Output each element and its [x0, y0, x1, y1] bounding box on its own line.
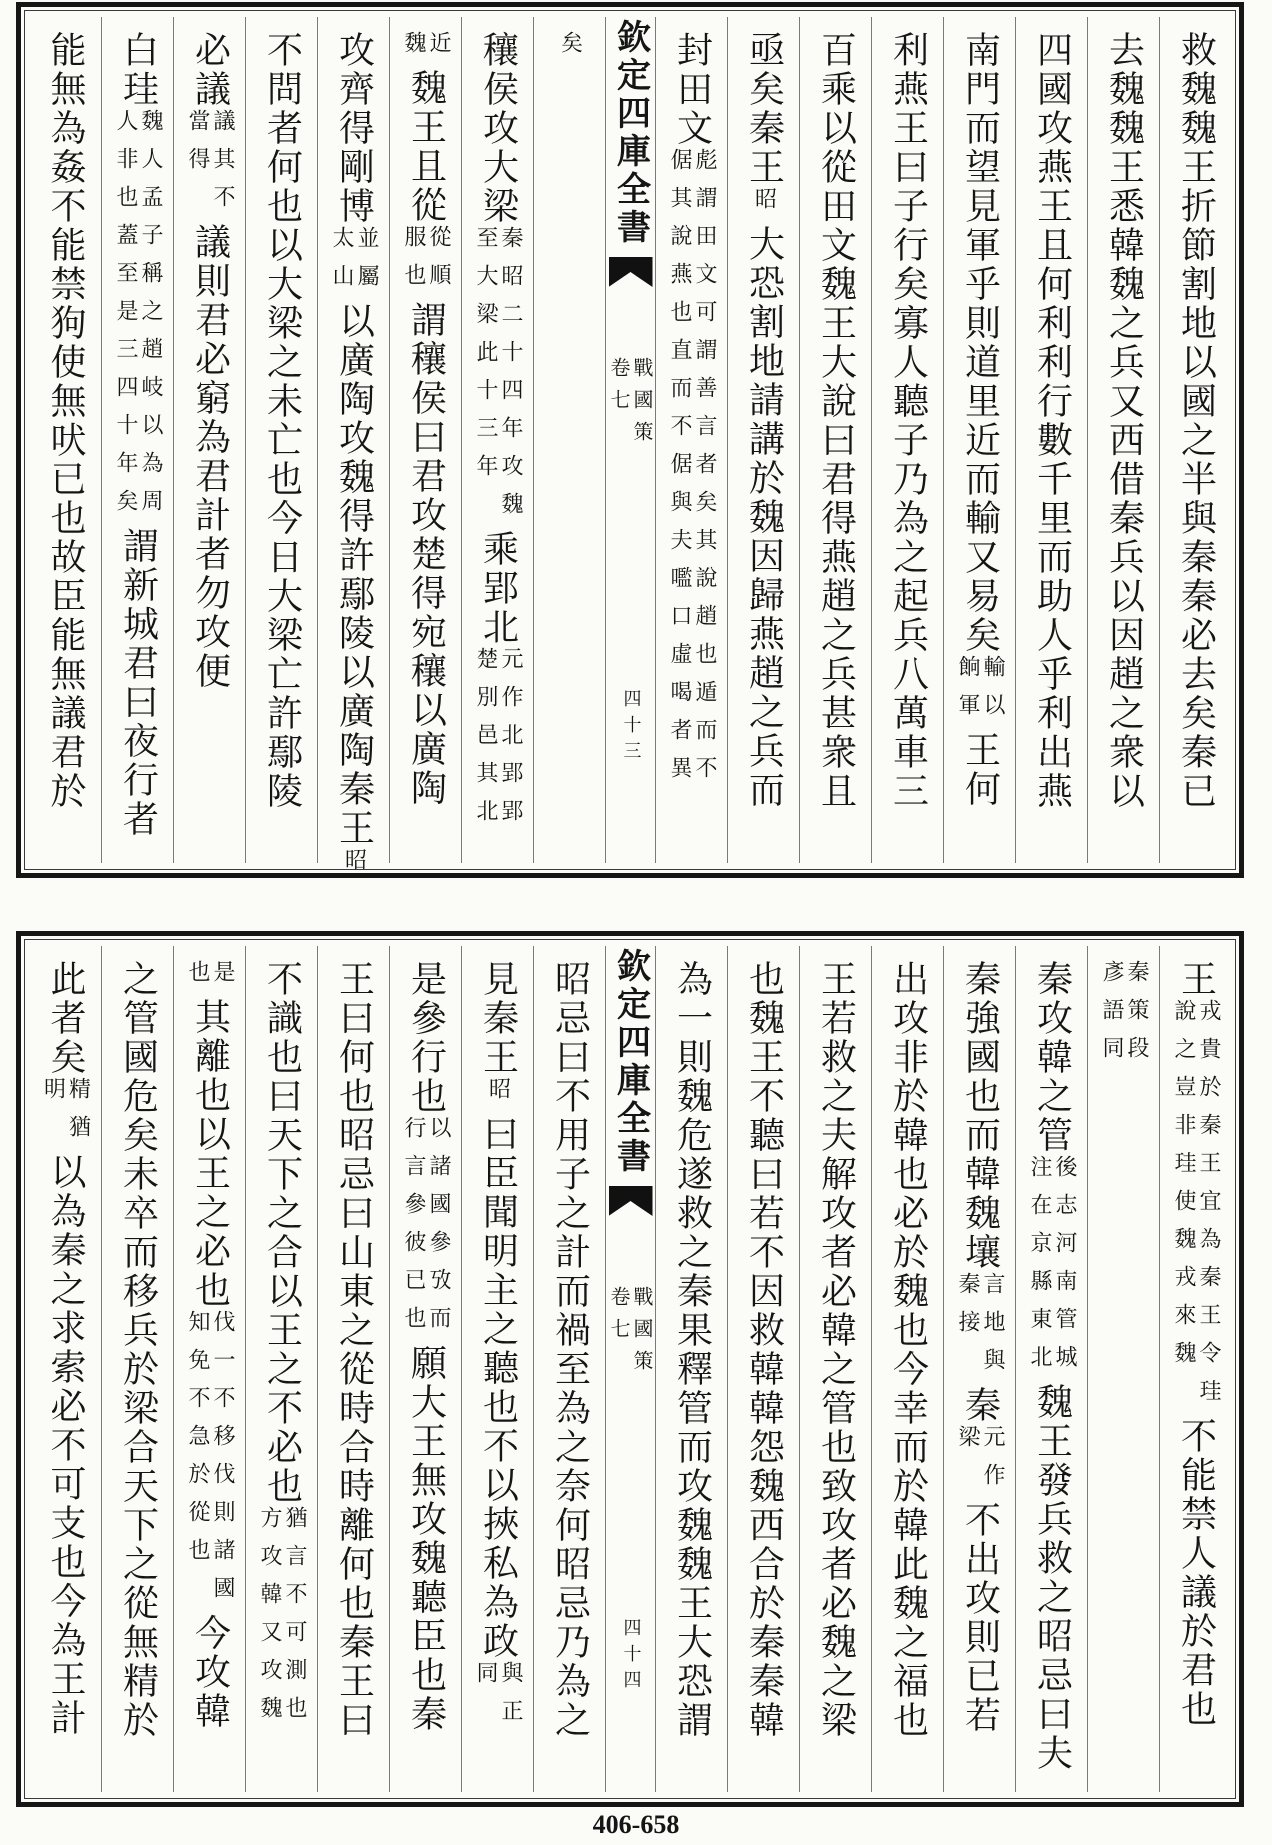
- note-line: 輸以: [980, 655, 1005, 731]
- main-text: 不能禁人議於君也: [1175, 1417, 1217, 1729]
- interlinear-note: [956, 655, 1003, 731]
- text-column: [461, 946, 533, 1792]
- interlinear-note: [1100, 960, 1147, 1074]
- text-column: [799, 17, 871, 863]
- main-text: 為一則魏危遂救之秦果釋管而攻魏魏王大恐謂: [671, 960, 713, 1740]
- text-column: [245, 17, 317, 863]
- lower-half-leaf: [16, 931, 1244, 1807]
- note-line: 人非也蓋至是三四十年矣: [113, 109, 138, 527]
- main-text: 亟矣秦王: [743, 31, 785, 187]
- book-name: 戰國策: [630, 357, 654, 453]
- note-line: 昭: [341, 848, 367, 886]
- volume-number: 卷七: [607, 1286, 631, 1350]
- main-text: 出攻非於韓也必於魏也今幸而於韓此魏之福也: [887, 960, 929, 1740]
- note-line: 元作北郢郢: [498, 647, 523, 837]
- note-line: 秦接: [955, 1272, 980, 1348]
- note-line: 餉軍: [955, 655, 980, 731]
- interlinear-note: [343, 848, 365, 886]
- note-line: 同: [473, 1661, 498, 1699]
- text-column: [655, 946, 727, 1792]
- interlinear-note: [559, 31, 581, 69]
- main-text: 封田文: [671, 31, 713, 148]
- text-column: [29, 17, 101, 863]
- fish-tail-mark: [609, 257, 653, 287]
- interlinear-note: [186, 109, 233, 223]
- note-line: 後志河南管城: [1052, 1155, 1077, 1383]
- note-line: 當得: [185, 109, 210, 185]
- main-text: 秦: [959, 1386, 1001, 1425]
- main-text: 以廣陶攻魏得許鄢陵以廣陶秦王: [333, 302, 375, 848]
- interlinear-note: [956, 1272, 1003, 1386]
- main-text: 王曰何也昭忌曰山東之從時合時離何也秦王曰: [333, 960, 375, 1740]
- text-column: [533, 946, 605, 1792]
- note-line: 魏: [401, 31, 426, 69]
- note-line: 太山: [329, 226, 354, 302]
- text-column: [943, 17, 1015, 863]
- main-text: 願大王無攻魏聽臣也秦: [405, 1344, 447, 1734]
- main-text: 利燕王曰子行矣寡人聽子乃為之起兵八萬車三: [887, 31, 929, 811]
- note-line: 是: [210, 960, 235, 998]
- note-line: 明: [40, 1077, 66, 1115]
- text-column: [29, 946, 101, 1792]
- book-volume-label: [609, 1286, 652, 1382]
- note-line: 昭: [751, 187, 777, 225]
- note-line: 注在京縣東北: [1027, 1155, 1052, 1383]
- main-text: 不問者何也以大梁之未亡也今日大梁亡許鄢陵: [261, 31, 303, 811]
- main-text: 不出攻則已若: [959, 1501, 1001, 1735]
- page-code: 406-658: [592, 1810, 680, 1839]
- interlinear-note: [330, 226, 377, 302]
- note-line: 元作: [980, 1425, 1005, 1501]
- main-text: 王: [1175, 960, 1217, 999]
- collection-title: 欽定四庫全書: [610, 19, 651, 247]
- note-line: 秦策段: [1124, 960, 1149, 1074]
- text-column: [533, 17, 605, 863]
- note-line: 說之豈非珪使魏戎來魏: [1171, 999, 1196, 1379]
- text-column: [1159, 946, 1231, 1792]
- note-line: 知免不急於從也: [185, 1310, 210, 1576]
- text-column: [1087, 17, 1159, 863]
- interlinear-note: [186, 960, 233, 998]
- text-column: [727, 17, 799, 863]
- note-line: 戎貴於秦王宜為秦王令珪: [1196, 999, 1221, 1417]
- note-line: 秦昭二十四年攻魏: [498, 226, 523, 530]
- main-text: 能無為姦不能禁狗使無吠已也故臣能無議君於: [45, 31, 86, 811]
- note-line: 近: [426, 31, 451, 69]
- note-line: 伐一不移伐則諸國: [210, 1310, 235, 1614]
- note-line: 至大梁此十三年: [473, 226, 498, 492]
- interlinear-note: [114, 109, 161, 527]
- interlinear-note: [474, 1661, 521, 1737]
- text-column: [1015, 17, 1087, 863]
- fish-tail-mark: [609, 1186, 653, 1216]
- note-line: 與正: [498, 1661, 523, 1737]
- main-text: 今攻韓: [189, 1614, 231, 1731]
- main-text: 必議: [189, 31, 231, 109]
- interlinear-note: [487, 1077, 509, 1115]
- book-volume-label: [609, 357, 652, 453]
- note-line: 從順: [426, 225, 451, 301]
- main-text: 以為秦之求索必不可支也今為王計: [45, 1153, 86, 1738]
- main-text: 之管國危矣未卒而移兵於梁合天下之從無精於: [117, 960, 159, 1740]
- note-line: 行言參彼已也: [401, 1116, 426, 1344]
- text-columns: [29, 946, 1231, 1792]
- interlinear-note: [402, 225, 449, 301]
- leaf-number: 四十三: [620, 689, 642, 767]
- text-column: [799, 946, 871, 1792]
- note-line: 並屬: [354, 226, 379, 302]
- main-text: 王何: [959, 731, 1001, 809]
- note-line: 精猶: [65, 1077, 91, 1153]
- interlinear-note: [474, 647, 521, 837]
- note-line: 矣: [557, 31, 583, 69]
- note-line: 楚別邑其北: [473, 647, 498, 837]
- note-line: 昭: [485, 1077, 511, 1115]
- text-column: [245, 946, 317, 1792]
- main-text: 四國攻燕王且何利利行數千里而助人乎利出燕: [1031, 31, 1073, 811]
- upper-half-leaf: [16, 2, 1244, 886]
- text-column: [317, 946, 389, 1792]
- text-column: [871, 17, 943, 863]
- text-column: [871, 946, 943, 1792]
- main-text: 穰侯攻大梁: [477, 31, 519, 226]
- text-column: [101, 946, 173, 1792]
- main-text: 是參行也: [405, 960, 447, 1116]
- main-text: 昭忌曰不用子之計而禍至為之奈何昭忌乃為之: [549, 960, 591, 1740]
- interlinear-note: [1028, 1155, 1075, 1383]
- note-line: 彪謂田文可謂善言者矣其說趙也遁而不: [692, 148, 717, 794]
- center-column: [605, 17, 655, 863]
- center-column: [605, 946, 655, 1792]
- main-text: 也魏王不聽曰若不因救韓韓怨魏西合於秦秦韓: [743, 960, 785, 1740]
- text-column: [173, 946, 245, 1792]
- main-text: 攻齊得剛博: [333, 31, 375, 226]
- book-name: 戰國策: [630, 1286, 654, 1382]
- interlinear-note: [186, 1310, 233, 1614]
- main-text: 南門而望見軍乎則道里近而輸又易矣: [959, 31, 1001, 655]
- note-line: 議其不: [210, 109, 235, 223]
- main-text: 秦攻韓之管: [1031, 960, 1073, 1155]
- text-column: [461, 17, 533, 863]
- note-line: 言地與: [980, 1272, 1005, 1386]
- interlinear-note: [258, 1506, 305, 1734]
- note-line: 方攻韓又攻魏: [257, 1506, 282, 1734]
- text-column: [1159, 17, 1231, 863]
- interlinear-note: [753, 187, 775, 225]
- main-text: 去魏魏王悉韓魏之兵又西借秦兵以因趙之衆以: [1103, 31, 1145, 811]
- text-column: [101, 17, 173, 863]
- text-column: [173, 17, 245, 863]
- text-column: [1015, 946, 1087, 1792]
- main-text: 秦強國也而韓魏壤: [959, 960, 1001, 1272]
- note-line: 也: [185, 960, 210, 998]
- main-text: 救魏魏王折節割地以國之半與秦秦必去矣秦已: [1175, 31, 1217, 811]
- interlinear-note: [42, 1077, 89, 1153]
- interlinear-note: [402, 1116, 449, 1344]
- main-text: 魏王且從: [405, 69, 447, 225]
- interlinear-note: [474, 226, 521, 530]
- interlinear-note: [1172, 999, 1219, 1417]
- note-line: 梁: [955, 1425, 980, 1463]
- main-text: 王若救之夫解攻者必韓之管也致攻者必魏之梁: [815, 960, 857, 1740]
- text-column: [389, 946, 461, 1792]
- text-column: [389, 17, 461, 863]
- leaf-number: 四十四: [620, 1618, 642, 1696]
- main-text: 此者矣: [45, 960, 86, 1077]
- main-text: 大恐割地請講於魏因歸燕趙之兵而: [743, 225, 785, 810]
- interlinear-note: [402, 31, 449, 69]
- main-text: 謂新城君曰夜行者: [117, 527, 159, 839]
- note-line: 魏人孟子稱之趙岐以為周: [138, 109, 163, 527]
- text-column: [317, 17, 389, 886]
- interlinear-note: [668, 148, 715, 794]
- main-text: 謂穰侯曰君攻楚得宛穰以廣陶: [405, 301, 447, 808]
- text-column: [727, 946, 799, 1792]
- main-text: 其離也以王之必也: [189, 998, 231, 1310]
- main-text: 不識也曰天下之合以王之不必也: [261, 960, 303, 1506]
- note-line: 倨其說燕也直而不倨與夫嚂口虛喝者異: [667, 148, 692, 794]
- note-line: 猶言不可測也: [282, 1506, 307, 1734]
- main-text: 曰臣聞明主之聽也不以挾私為政: [477, 1115, 519, 1661]
- text-column: [943, 946, 1015, 1792]
- interlinear-note: [956, 1425, 1003, 1501]
- volume-number: 卷七: [607, 357, 631, 421]
- text-column: [1087, 946, 1159, 1792]
- text-column: [655, 17, 727, 863]
- main-text: 魏王發兵救之昭忌曰夫: [1031, 1383, 1073, 1773]
- note-line: 服也: [401, 225, 426, 301]
- main-text: 乘郢北: [477, 530, 519, 647]
- main-text: 百乘以從田文魏王大說曰君得燕趙之兵甚衆且: [815, 31, 857, 811]
- main-text: 白珪: [117, 31, 159, 109]
- text-columns: [29, 17, 1231, 886]
- main-text: 議則君必窮為君計者勿攻便: [189, 223, 231, 691]
- note-line: 以諸國參攷而: [426, 1116, 451, 1344]
- note-line: 彥語同: [1099, 960, 1124, 1074]
- main-text: 見秦王: [477, 960, 519, 1077]
- collection-title: 欽定四庫全書: [610, 948, 651, 1176]
